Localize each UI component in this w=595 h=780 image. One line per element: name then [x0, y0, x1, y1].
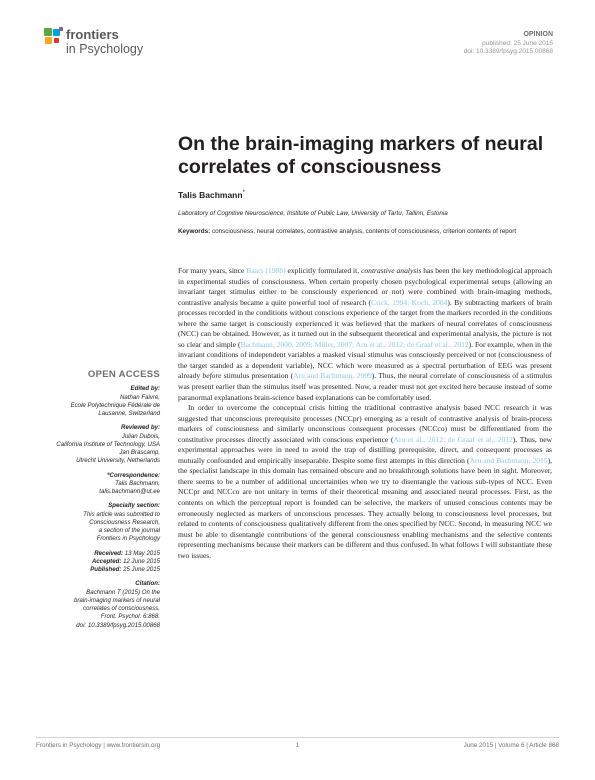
author-line [178, 190, 245, 200]
reviewer-line: California Institute of Technology, USA [56, 440, 160, 448]
citation-link[interactable]: Aru and Bachmann, 2015 [469, 455, 548, 465]
article-sidebar [25, 371, 160, 636]
correspondence-mark: * [242, 190, 245, 197]
article-meta-header [464, 31, 553, 57]
emphasized-text: before [202, 371, 222, 381]
footer-page-number: 1 [295, 742, 300, 749]
citation-link[interactable]: Aru and Bachmann, 2009 [293, 371, 372, 381]
body-text-run: has been the key methodological approach in experimental studies of consciousness. When certain properly chosen psychological experimental setups (allowing an invariant target stimulus either to be consciously experienced or not) were combined with brain-imaging methods, contrastive analysis became a quite powerful tool of research ( [178, 266, 552, 307]
keywords-text: consciousness, neural correlates, contrastive analysis, contents of consciousness, criterion contents of report [211, 228, 517, 235]
editor-line: Ecole Polytechnique Fédérale de [70, 401, 160, 409]
correspondence-name: Talis Bachmann, [115, 479, 160, 487]
specialty-line: Consciousness Research, [89, 518, 160, 526]
logo-text-journal: in Psychology [66, 42, 144, 56]
reviewer-line[interactable]: Julian Dubois, [121, 432, 160, 440]
article-body [178, 266, 552, 561]
specialty-line: a section of the journal [98, 527, 160, 534]
edited-by-section [25, 385, 160, 418]
footer-issue: June 2015 | Volume 6 | Article 868 [463, 742, 559, 749]
editor-line[interactable]: Nathan Faivre, [120, 393, 160, 401]
body-text-run: ). Thus, new experimental approaches were in need to avoid the trap of distilling prerequisite, direct, and consequent processes as mutually confounded and empirically inseparable. Despite some first attempts in this direction ( [178, 434, 553, 465]
correspondence-email[interactable]: talis.bachmann@ut.ee [99, 488, 160, 495]
citation-line: correlates of consciousness. [83, 605, 160, 612]
citation-line: Front. Psychol. 6:868. [100, 613, 160, 621]
published-date: published: 25 June 2015 [482, 39, 553, 47]
body-text-run: ). By subtracting markers of brain processes recorded in the conditions without conscious experience of the target from the markers recorded in the conditions where the same target is consciously experienced it was believed that the markers of neural correlates of consciousness (NCC) can be obtained. However, as it turned out in the subsequent theoretical and experimental analysis, the picture is not so clear and simple ( [178, 297, 552, 349]
body-text-run: ), the specialist landscape in this domain has remained obscure and no breakthrough solutions have been in sight. Moreover, there seems to be a number of additional uncertainties when we try to disentangle the various sub-types of NCC. Even NCCpr and NCCco are not unitary in terms of their theoretical meaning and associated neural processes. First, as the contents on which the perceptual report is founded can be selective, the markers of unused conscious contents may be erroneously neglected as markers of unconscious processes. They actually belong to consciousness level processes, but related to contents of consciousness qualitatively different from the ones specified by NCC. Second, in measuring NCC we must be able to disentangle contributions of the general consciousness enabling mechanisms and the selective contents representing mechanisms because their markers can be different and thus confused. In what follows I will substantiate these two issues. [178, 455, 552, 560]
specialty-line: Frontiers in Psychology [96, 535, 160, 543]
body-paragraph-2 [178, 403, 552, 561]
citation-doi[interactable]: doi: 10.3389/fpsyg.2015.00868 [76, 621, 160, 629]
author-name[interactable]: Talis Bachmann [178, 190, 243, 200]
citation-label: Citation: [135, 580, 160, 588]
body-paragraph-1 [178, 266, 552, 403]
citation-link[interactable]: Baars (1988) [246, 266, 286, 275]
keywords [178, 227, 552, 236]
received-label: Received: [94, 549, 124, 557]
citation-link[interactable]: Bachmann, 2000, 2009; Miller, 2007; Aru et al., 2012; de Graaf et al., 2012 [240, 339, 469, 349]
footer-divider [36, 737, 559, 738]
citation-link[interactable]: Aru et al., 2012; de Graaf et al., 2012 [393, 434, 513, 444]
logo-text-frontiers: frontiers [66, 27, 119, 42]
specialty-label: Specialty section: [108, 502, 160, 510]
correspondence-label: *Correspondence: [107, 471, 160, 479]
citation-line: brain-imaging markers of neural [73, 596, 160, 604]
published-date-sidebar [25, 566, 160, 574]
article-doi: doi: 10.3389/fpsyg.2015.00868 [463, 48, 553, 55]
journal-logo [42, 26, 182, 66]
reviewed-by-label: Reviewed by: [121, 424, 160, 432]
article-type: OPINION [523, 31, 553, 38]
accepted-date [25, 558, 160, 566]
editor-line: Lausanne, Switzerland [98, 410, 160, 417]
article-title: On the brain-imaging markers of neural correlates of consciousness [178, 133, 544, 178]
dates-section [25, 550, 160, 575]
citation-link[interactable]: Crick, 1994; Koch, 2004 [371, 297, 448, 307]
body-text-run: In order to overcome the conceptual crisis hitting the traditional contrastive analysis based NCC research it was suggested that unconscious prerequisite processes (NCCpr) emerging as a result of contrastive analysis of brain-process markers of consciousness and similarly unconscious consequent processes (NCCco) must be differentiated from the constitutive processes directly associated with conscious experience ( [178, 403, 552, 444]
accepted-label: Accepted: [91, 557, 122, 565]
citation-line: Bachmann T (2015) On the [86, 588, 160, 596]
reviewer-line[interactable]: Jan Brascamp, [119, 449, 160, 456]
body-text-run: For many years, since [178, 266, 247, 275]
received-value: 13 May 2015 [124, 549, 160, 557]
frontiers-logo-icon [42, 26, 64, 48]
body-text-run: explicitly formulated it, [285, 266, 362, 275]
open-access-label: OPEN ACCESS [87, 369, 160, 380]
body-text-run: ). Thus, the neural correlate of consciousness of a stimulus was present earlier than the stimulus itself was presented. Now, a reader must not get excited here because instead of some paranormal explanations brain-science based explanations can be comfortably used. [178, 371, 552, 402]
keywords-label: Keywords: [178, 228, 211, 235]
body-text-run: ). For example, when in the invariant conditions of independent variables a masked visual stimulus was consciously perceived or not (consciousness of the target standed as a dependent variable), NCC which were measured as a spectral perturbation of EEG was present already [178, 339, 552, 381]
citation-section [25, 580, 160, 630]
footer-journal[interactable]: Frontiers in Psychology | www.frontiersin.org [36, 742, 161, 749]
published-label: Published: [90, 566, 122, 573]
specialty-section [25, 502, 160, 543]
specialty-line: This article was submitted to [83, 510, 160, 518]
body-text-run: stimulus presentation ( [221, 371, 294, 381]
emphasized-text: contrastive analysis [361, 266, 422, 275]
edited-by-label: Edited by: [130, 385, 160, 393]
accepted-value: 12 June 2015 [123, 557, 160, 565]
reviewer-line: Utrecht University, Netherlands [76, 457, 160, 465]
correspondence-section [25, 472, 160, 497]
author-affiliation: Laboratory of Cognitive Neuroscience, Institute of Public Law, University of Tartu, Tallinn, Estonia [178, 210, 448, 217]
published-value: 25 June 2015 [123, 566, 160, 573]
received-date [25, 550, 160, 558]
reviewed-by-section [25, 424, 160, 465]
